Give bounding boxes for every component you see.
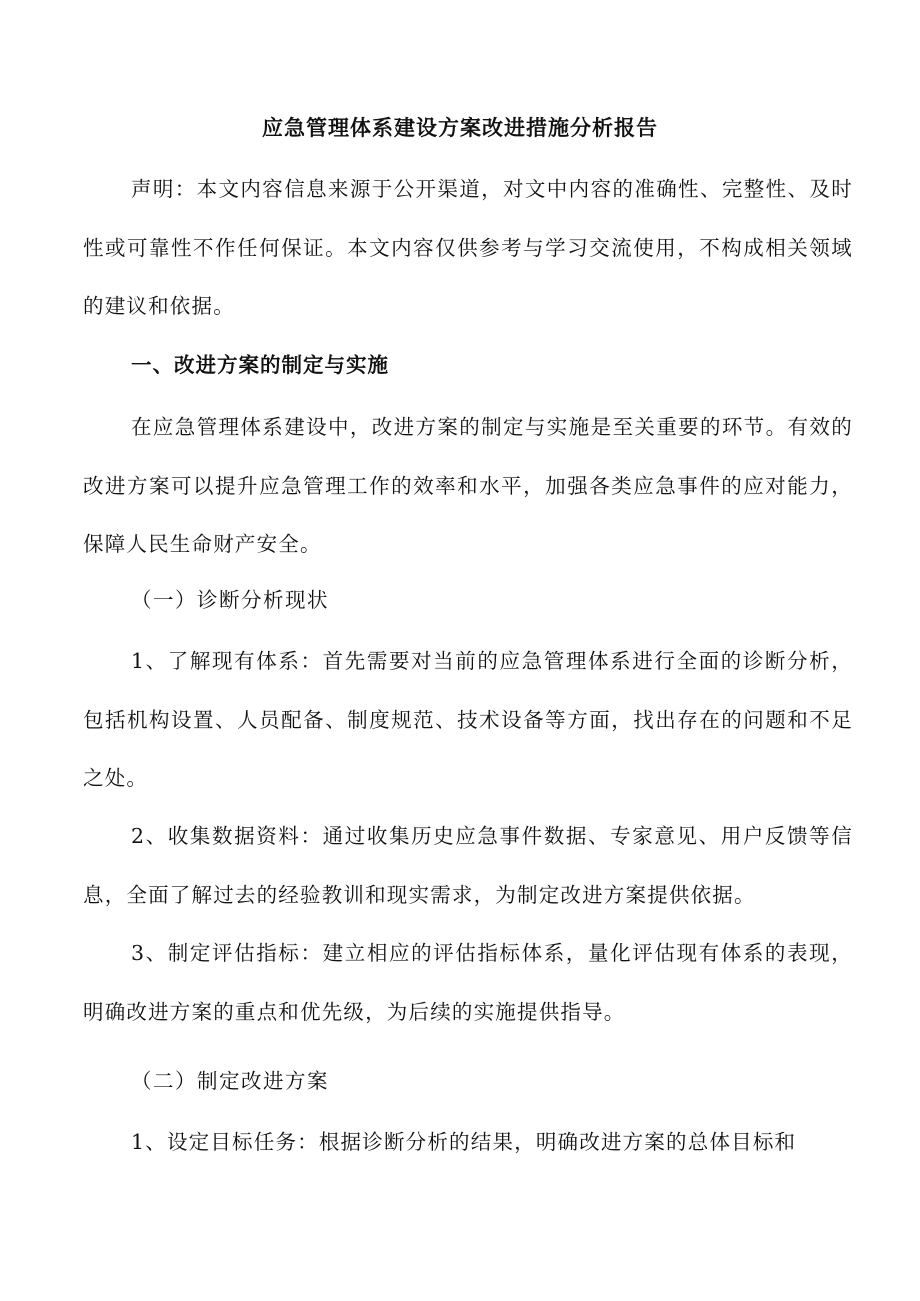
disclaimer-paragraph: 声明：本文内容信息来源于公开渠道，对文中内容的准确性、完整性、及时性或可靠性不作任何保证。本文内容仅供参考与学习交流使用，不构成相关领域的建议和依据。 <box>83 177 853 318</box>
section-1-heading: 一、改进方案的制定与实施 <box>131 353 389 377</box>
subsection-1-item-1: 1、了解现有体系：首先需要对当前的应急管理体系进行全面的诊断分析，包括机构设置、人员配备、制度规范、技术设备等方面，找出存在的问题和不足之处。 <box>83 649 853 790</box>
subsection-1-heading: （一）诊断分析现状 <box>131 588 329 612</box>
subsection-2-heading: （二）制定改进方案 <box>131 1069 329 1093</box>
section-1-intro-paragraph: 在应急管理体系建设中，改进方案的制定与实施是至关重要的环节。有效的改进方案可以提升应急管理工作的效率和水平，加强各类应急事件的应对能力，保障人民生命财产安全。 <box>83 415 853 556</box>
subsection-2-item-1: 1、设定目标任务：根据诊断分析的结果，明确改进方案的总体目标和 <box>131 1130 797 1154</box>
document-title: 应急管理体系建设方案改进措施分析报告 <box>262 115 658 140</box>
subsection-1-item-3: 3、制定评估指标：建立相应的评估指标体系，量化评估现有体系的表现，明确改进方案的重点和优先级，为后续的实施提供指导。 <box>83 941 853 1024</box>
subsection-1-item-2: 2、收集数据资料：通过收集历史应急事件数据、专家意见、用户反馈等信息，全面了解过去的经验教训和现实需求，为制定改进方案提供依据。 <box>83 824 853 907</box>
